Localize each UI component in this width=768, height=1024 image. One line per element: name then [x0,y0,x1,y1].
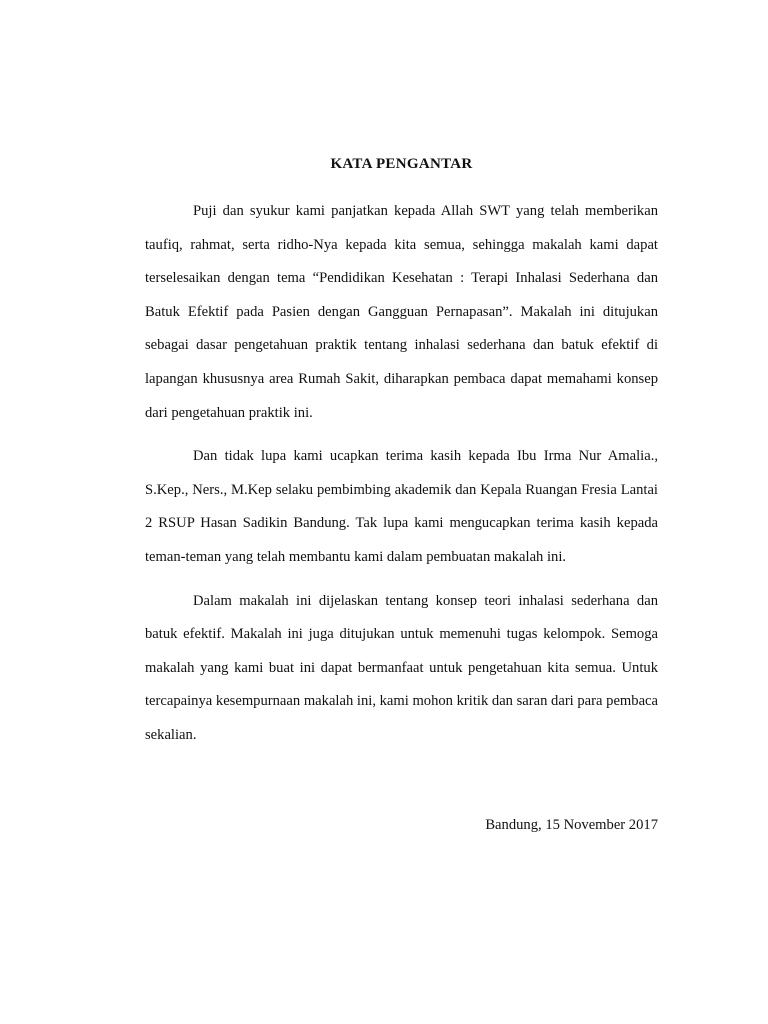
paragraph-2: Dan tidak lupa kami ucapkan terima kasih kepada Ibu Irma Nur Amalia., S.Kep., Ners., M.Kep selaku pembimbing akademik dan Kepala Ruangan Fresia Lantai 2 RSUP Hasan Sadikin Bandung. Tak lupa kami mengucapkan terima kasih kepada teman-teman yang telah membantu kami dalam pembuatan makalah ini. [145,448,658,565]
paragraph-1: Puji dan syukur kami panjatkan kepada Allah SWT yang telah memberikan taufiq, rahmat, serta ridho-Nya kepada kita semua, sehingga makalah kami dapat terselesaikan dengan tema “Pendidikan Kesehatan : Terapi Inhalasi Sederhana dan Batuk Efektif pada Pasien dengan Gangguan Pernapasan”. Makalah ini ditujukan sebagai dasar pengetahuan praktik tentang inhalasi sederhana dan batuk efektif di lapangan khususnya area Rumah Sakit, diharapkan pembaca dapat memahami konsep dari pengetahuan praktik ini. [145,203,658,421]
place-date: Bandung, 15 November 2017 [485,817,658,833]
document-body [145,153,658,763]
paragraph-3: Dalam makalah ini dijelaskan tentang konsep teori inhalasi sederhana dan batuk efektif. Makalah ini juga ditujukan untuk memenuhi tugas kelompok. Semoga makalah yang kami buat ini dapat bermanfaat untuk pengetahuan kita semua. Untuk tercapainya kesempurnaan makalah ini, kami mohon kritik dan saran dari para pembaca sekalian. [145,592,659,743]
page-title: KATA PENGANTAR [330,156,473,172]
